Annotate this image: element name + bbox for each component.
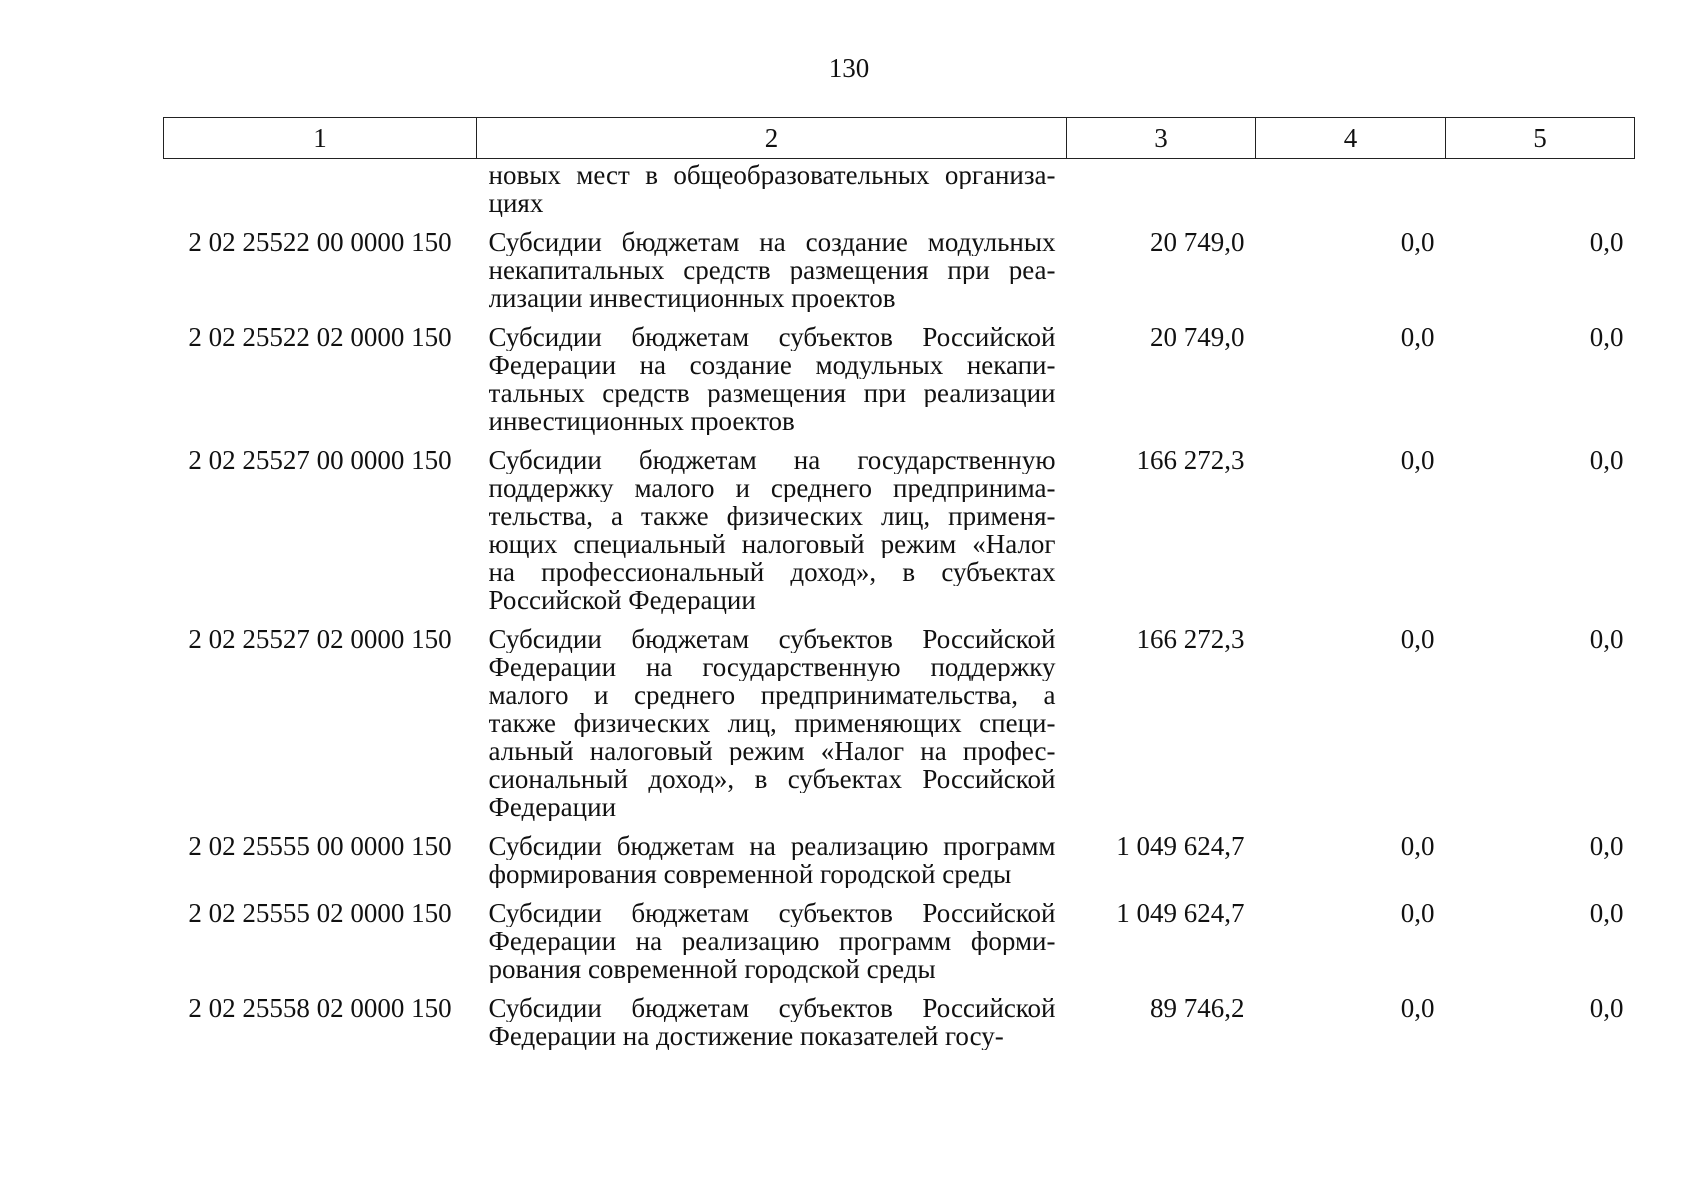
amount-col-3: 166 272,3 (1136, 624, 1245, 654)
header-col-2: 2 (477, 118, 1067, 159)
budget-code-cell: 2 02 25522 00 0000 150 (188, 227, 452, 257)
continuation-code-cell (164, 159, 477, 229)
amount-col-5: 0,0 (1589, 993, 1624, 1023)
amount-col-3: 89 746,2 (1150, 993, 1245, 1023)
description-line: Федерации на реализацию программ форми- (488, 927, 1056, 955)
description-line: Субсидии бюджетам на государственную (488, 446, 1056, 474)
description-line: лизации инвестиционных проектов (488, 284, 896, 312)
description-line: тельства, а также физических лиц, применя- (488, 502, 1056, 530)
amount-col-4: 0,0 (1400, 445, 1435, 475)
description-line: Субсидии бюджетам субъектов Российской (488, 994, 1056, 1022)
table-row (164, 994, 1635, 1061)
description-cell (477, 832, 1067, 899)
description-line: альный налоговый режим «Налог на профес- (488, 737, 1056, 765)
amount-col-5: 0,0 (1589, 831, 1624, 861)
description-line: рования современной городской среды (488, 955, 936, 983)
table-header (164, 118, 1635, 159)
description-line: новых мест в общеобразовательных организа- (488, 161, 1056, 189)
table-row (164, 228, 1635, 323)
table-row (164, 899, 1635, 994)
amount-col-5: 0,0 (1589, 624, 1624, 654)
amount-col-3: 166 272,3 (1136, 445, 1245, 475)
amount-col-4: 0,0 (1400, 831, 1435, 861)
budget-code-cell: 2 02 25522 02 0000 150 (188, 322, 452, 352)
description-line: Субсидии бюджетам на реализацию программ (488, 832, 1056, 860)
description-line: инвестиционных проектов (488, 407, 795, 435)
amount-col-4: 0,0 (1400, 624, 1435, 654)
budget-code-cell: 2 02 25527 00 0000 150 (188, 445, 452, 475)
description-line: ющих специальный налоговый режим «Налог (488, 530, 1056, 558)
description-line: тальных средств размещения при реализации (488, 379, 1056, 407)
header-col-4: 4 (1256, 118, 1446, 159)
amount-col-3: 1 049 624,7 (1116, 898, 1245, 928)
amount-col-3: 20 749,0 (1150, 322, 1245, 352)
description-line: Федерации на государственную поддержку (488, 653, 1056, 681)
header-col-3: 3 (1067, 118, 1256, 159)
budget-code-cell: 2 02 25558 02 0000 150 (188, 993, 452, 1023)
continuation-col-3 (1067, 159, 1256, 229)
description-line: Федерации (488, 793, 617, 821)
page-number-text: 130 (828, 53, 870, 83)
header-col-5: 5 (1446, 118, 1635, 159)
amount-col-4: 0,0 (1400, 227, 1435, 257)
description-cell (477, 228, 1067, 323)
description-line: Субсидии бюджетам субъектов Российской (488, 899, 1056, 927)
description-line: Субсидии бюджетам субъектов Российской (488, 323, 1056, 351)
table-row (164, 625, 1635, 832)
description-line: Федерации на достижение показателей госу- (488, 1022, 1004, 1050)
description-line: циях (488, 189, 544, 217)
amount-col-3: 20 749,0 (1150, 227, 1245, 257)
amount-col-4: 0,0 (1400, 993, 1435, 1023)
continuation-row (164, 159, 1635, 229)
description-line: малого и среднего предпринимательства, а (488, 681, 1056, 709)
budget-code-cell: 2 02 25555 02 0000 150 (188, 898, 452, 928)
budget-table (163, 117, 1635, 1061)
description-cell (477, 323, 1067, 446)
description-line: также физических лиц, применяющих специ- (488, 709, 1056, 737)
page-number (0, 52, 1698, 84)
description-line: формирования современной городской среды (488, 860, 1012, 888)
description-line: на профессиональный доход», в субъектах (488, 558, 1056, 586)
amount-col-5: 0,0 (1589, 227, 1624, 257)
continuation-col-5 (1446, 159, 1635, 229)
description-cell (477, 625, 1067, 832)
description-line: поддержку малого и среднего предпринима- (488, 474, 1056, 502)
description-line: Субсидии бюджетам субъектов Российской (488, 625, 1056, 653)
description-line: Российской Федерации (488, 586, 756, 614)
table-row (164, 832, 1635, 899)
amount-col-4: 0,0 (1400, 898, 1435, 928)
table-body (164, 159, 1635, 1062)
description-line: некапитальных средств размещения при реа- (488, 256, 1056, 284)
header-row (164, 118, 1635, 159)
description-line: сиональный доход», в субъектах Российской (488, 765, 1056, 793)
table-row (164, 446, 1635, 625)
amount-col-4: 0,0 (1400, 322, 1435, 352)
amount-col-5: 0,0 (1589, 322, 1624, 352)
budget-code-cell: 2 02 25555 00 0000 150 (188, 831, 452, 861)
amount-col-5: 0,0 (1589, 898, 1624, 928)
table-row (164, 323, 1635, 446)
continuation-col-4 (1256, 159, 1446, 229)
header-col-1: 1 (164, 118, 477, 159)
amount-col-3: 1 049 624,7 (1116, 831, 1245, 861)
description-line: Субсидии бюджетам на создание модульных (488, 228, 1056, 256)
amount-col-5: 0,0 (1589, 445, 1624, 475)
description-line: Федерации на создание модульных некапи- (488, 351, 1056, 379)
description-cell (477, 446, 1067, 625)
description-cell (477, 899, 1067, 994)
budget-code-cell: 2 02 25527 02 0000 150 (188, 624, 452, 654)
continuation-description (477, 159, 1067, 229)
description-cell (477, 994, 1067, 1061)
